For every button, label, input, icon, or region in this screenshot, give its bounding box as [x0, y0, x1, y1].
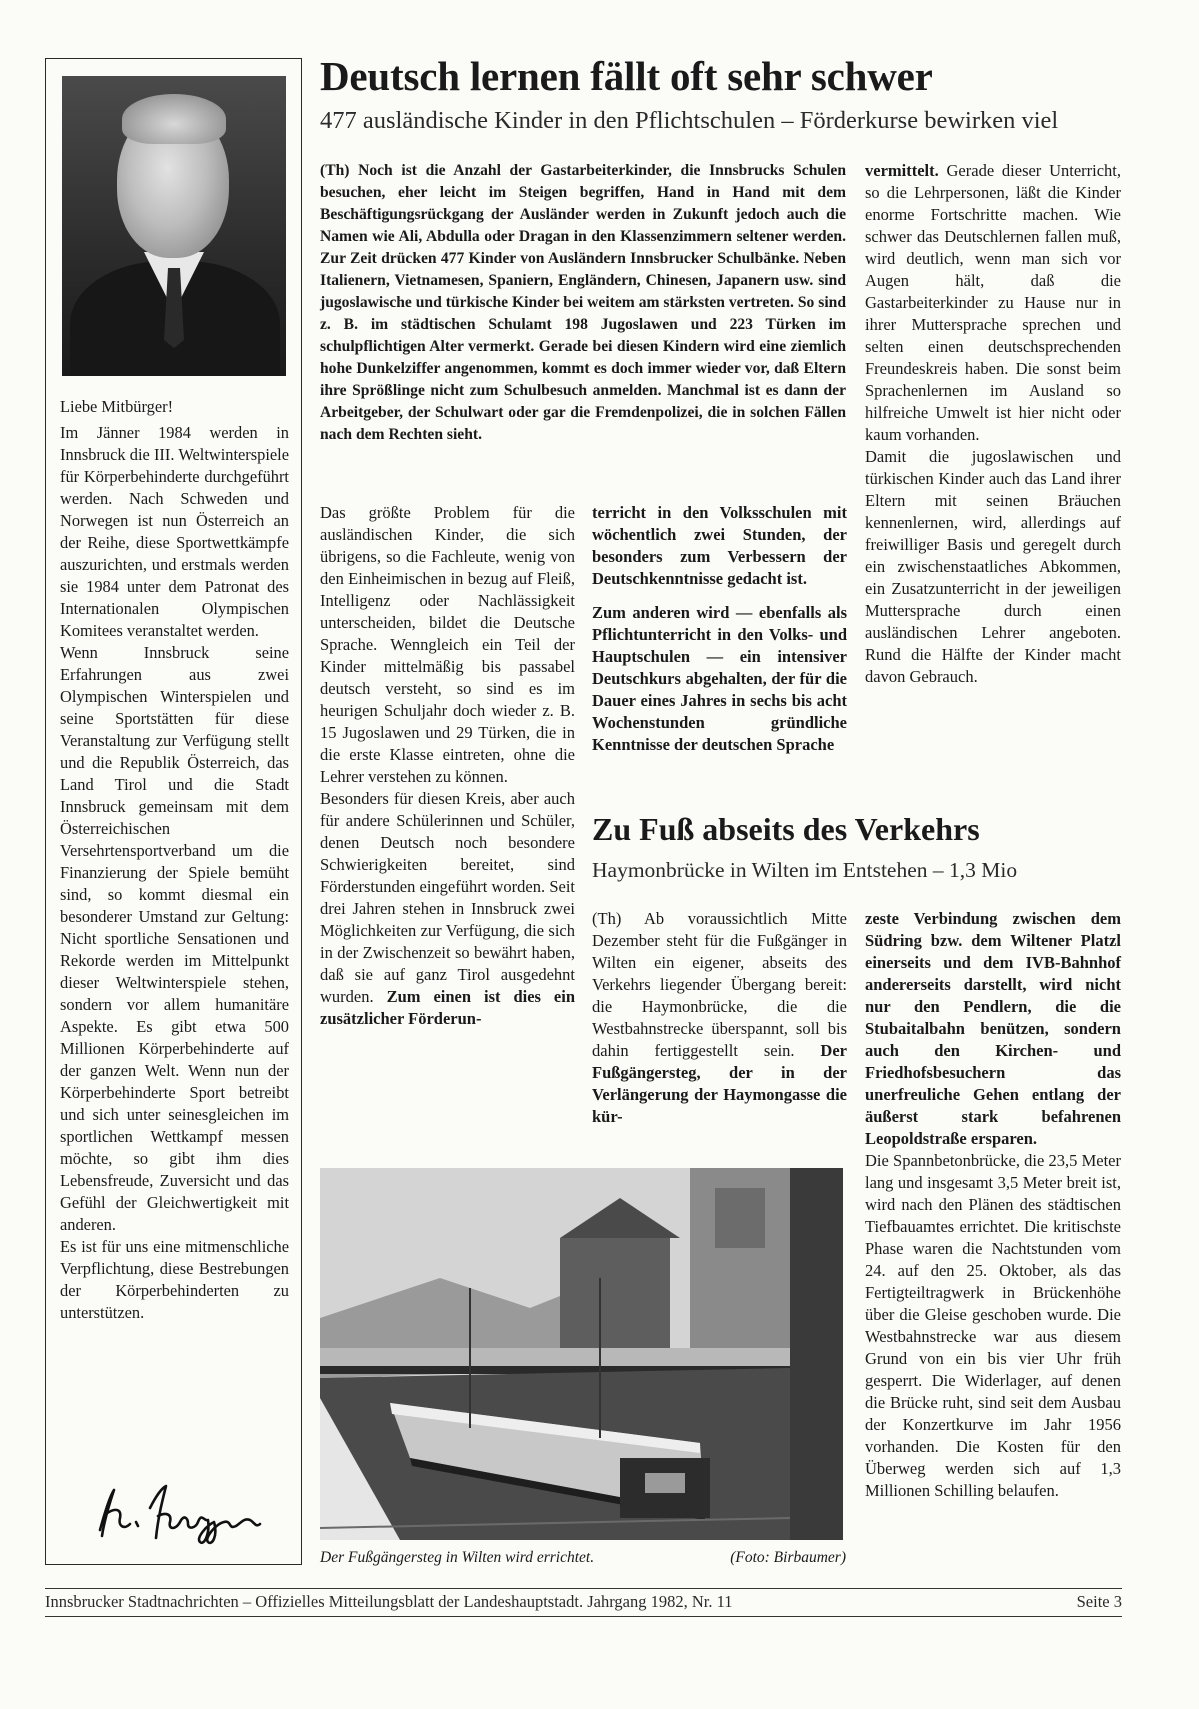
- bridge-photo: [320, 1168, 843, 1540]
- sidebar-letter: [60, 396, 289, 1324]
- sidebar-paragraph: Im Jänner 1984 werden in Innsbruck die III. Weltwinterspiele für Körperbehinderte durchgeführt werden. Nach Schweden und Norwegen ist nun Österreich an der Reihe, diese Sportwettkämpfe auszurichten, und erstmals werden sie 1984 unter dem Patronat des Internationalen Olympischen Komitees veranstaltet werden.: [60, 423, 289, 640]
- article2-headline: Zu Fuß abseits des Verkehrs: [592, 811, 980, 847]
- footer-publication: Innsbrucker Stadtnachrichten – Offizielles Mitteilungsblatt der Landeshauptstadt. Jahrgang 1982, Nr. 11: [45, 1592, 733, 1611]
- column-bold-text: Zum einen ist dies ein zusätzlicher Förderun-: [320, 987, 576, 1028]
- portrait-photo: [62, 76, 286, 376]
- column-text: (Th) Ab voraussichtlich Mitte Dezember steht für die Fußgänger in Wilten ein eigener, abseits des Verkehrs liegender Übergang bereit: die Haymonbrücke, die die Westbahnstrecke überspannt, soll bis dahin fertiggestellt sein.: [592, 909, 847, 1060]
- column-text: Besonders für diesen Kreis, aber auch für andere Schülerinnen und Schüler, denen Deutsch noch besondere Schwierigkeiten bereitet, sind Förderstunden eingeführt worden. Seit drei Jahren stehen in Innsbruck zwei Möglichkeiten zur Verfügung, die sich in der Zwischenzeit so bewährt haben, daß sie auf ganz Tirol ausgedehnt wurden.: [320, 789, 575, 1006]
- lead-paragraph: (Th) Noch ist die Anzahl der Gastarbeiterkinder, die Innsbrucks Schulen besuchen, eher leicht im Steigen begriffen, Hand in Hand mit dem Beschäftigungsrückgang der Ausländer werden in Zukunft jedoch auch die Namen wie Ali, Abdulla oder Dragan in den Klassenzimmern seltener werden. Zur Zeit drücken 477 Kinder von Ausländern Innsbrucker Schulbänke. Neben Italienern, Vietnamesen, Spaniern, Engländern, Chinesen, Japanern usw. sind jugoslawische und türkische Kinder bei weitem am stärksten vertreten. So sind z. B. im städtischen Schulamt 198 Jugoslawen und 223 Türken im schulpflichtigen Alter vermerkt. Gerade bei diesen Kindern wird eine ziemlich hohe Dunkelziffer angenommen, kommt es doch immer wieder vor, daß Eltern ihre Sprößlinge nicht zum Schulbesuch anmelden. Manchmal ist es dann der Arbeitgeber, der Schulwart oder gar die Fremdenpolizei, die in solchen Fällen nach dem Rechten sieht.: [320, 162, 846, 443]
- photo-caption-text: Der Fußgängersteg in Wilten wird errichtet.: [320, 1549, 595, 1566]
- article-lead: [320, 160, 846, 446]
- article-headline: Deutsch lernen fällt oft sehr schwer: [320, 53, 933, 99]
- bridge-photo-drawing: [320, 1168, 843, 1540]
- column-text: Damit die jugoslawischen und türkischen Kinder auch das Land ihrer Eltern mit seinen Bräuchen kennenlernen, wird, allerdings auf freiwilliger Basis und geregelt durch ein zwischenstaatliches Abkommen, ein Zusatzunterricht in der jeweiligen Muttersprache durch einen ausländischen Lehrer angeboten. Rund die Hälfte der Kinder macht davon Gebrauch.: [865, 447, 1121, 686]
- page-footer: [45, 1592, 1122, 1612]
- article-column-right: [865, 160, 1121, 688]
- article-column-middle: [592, 502, 847, 756]
- footer-rule-top: [45, 1588, 1122, 1589]
- column-bold-text: zeste Verbindung zwischen dem Südring bzw. dem Wiltener Platzl einerseits und dem IVB-Bahnhof andererseits darstellt, wird nicht nur den Pendlern, die die Stubaitalbahn benützen, sondern auch den Kirchen- und Friedhofsbesuchern das unerfreuliche Gehen entlang der äußerst stark befahrenen Leopoldstraße ersparen.: [865, 909, 1121, 1148]
- sidebar-greeting: Liebe Mitbürger!: [60, 397, 174, 416]
- photo-caption: [320, 1549, 846, 1567]
- article2-column-right: [865, 908, 1121, 1502]
- portrait-hair: [122, 94, 226, 144]
- photo-credit: (Foto: Birbaumer): [730, 1549, 846, 1566]
- footer-rule-bottom: [45, 1616, 1122, 1617]
- sidebar-paragraph: Wenn Innsbruck seine Erfahrungen aus zwei Olympischen Winterspielen und seine Sportstätten für diese Veranstaltung zur Verfügung stellt und die Republik Österreich, das Land Tirol und die Stadt Innsbruck gemeinsam mit dem Österreichischen Versehrtensportverband um die Finanzierung der Spiele bemüht sind, so kommt diesmal ein besonderer Umstand zur Geltung: Nicht sportliche Sensationen und Rekorde werden im Mittelpunkt dieser Weltwinterspiele stehen, sondern vor allem humanitäre Aspekte. Es gibt etwa 500 Millionen Körperbehinderte auf der ganzen Welt. Wenn nun der Körperbehinderte Sport betreibt und sich unter seinesgleichen im sportlichen Wettkampf messen möchte, so gibt ihm dies Lebensfreude, Zuversicht und das Gefühl der Gleichwertigkeit mit anderen.: [60, 643, 289, 1234]
- column-bold-text: terricht in den Volksschulen mit wöchentlich zwei Stunden, der besonders zum Verbessern der Deutschkenntnisse gedacht ist.: [592, 503, 847, 588]
- column-bold-text: vermittelt.: [865, 161, 939, 180]
- sidebar-paragraph: Es ist für uns eine mitmenschliche Verpflichtung, diese Bestrebungen der Körperbehinderten zu unterstützen.: [60, 1237, 289, 1322]
- column-text: Das größte Problem für die ausländischen Kinder, die sich übrigens, so die Fachleute, wenig von den Einheimischen in bezug auf Fleiß, Intelligenz oder Nachlässigkeit unterscheiden, bildet die Deutsche Sprache. Wenngleich ein Teil der Kinder mittelmäßig bis passabel deutsch versteht, so sind es im heurigen Schuljahr doch wieder z. B. 15 Jugoslawen und 29 Türken, die in die erste Klasse eintreten, ohne die Lehrer verstehen zu können.: [320, 503, 575, 786]
- column-text: Gerade dieser Unterricht, so die Lehrpersonen, läßt die Kinder enorme Fortschritte machen. Wie schwer das Deutschlernen fallen muß, wird deutlich, wenn man sich vor Augen hält, daß die Gastarbeiterkinder zu Hause nur in ihrer Muttersprache sprechen und selten einen deutschsprechenden Freundeskreis haben. Die sonst beim Sprachenlernen im Ausland so hilfreiche Umwelt ist hier nicht oder kaum vorhanden.: [865, 161, 1121, 444]
- article2-subheadline: Haymonbrücke in Wilten im Entstehen – 1,3 Mio: [592, 858, 1018, 882]
- column-bold-text: Der Fußgängersteg, der in der Verlängerung der Haymongasse die kür-: [592, 1041, 847, 1126]
- column-text: Die Spannbetonbrücke, die 23,5 Meter lang und insgesamt 3,5 Meter breit ist, wird nach den Plänen des städtischen Tiefbauamtes errichtet. Die kritischste Phase waren die Nachtstunden vom 24. auf den 25. Oktober, als das Fertigteiltragwerk in Brückenhöhe über die Gleise geschoben wurde. Die Westbahnstrecke war aus diesem Grund von ein bis vier Uhr früh gesperrt. Die Widerlager, auf denen die Brücke ruht, sind seit dem Ausbau der Konzertkurve im Jahr 1956 vorhanden. Die Kosten für den Überweg werden sich auf 1,3 Millionen Schilling belaufen.: [865, 1151, 1121, 1500]
- article-column-left: [320, 502, 575, 1030]
- column-bold-text: Zum anderen wird — ebenfalls als Pflichtunterricht in den Volks- und Hauptschulen — ein intensiver Deutschkurs abgehalten, der für die Dauer eines Jahres in sechs bis acht Wochenstunden gründliche Kenntnisse der deutschen Sprache: [592, 603, 847, 754]
- article-subheadline: 477 ausländische Kinder in den Pflichtschulen – Förderkurse bewirken viel: [320, 107, 1059, 134]
- footer-page-number: Seite 3: [1076, 1592, 1122, 1611]
- signature: [92, 1478, 292, 1548]
- article2-column-left: [592, 908, 847, 1128]
